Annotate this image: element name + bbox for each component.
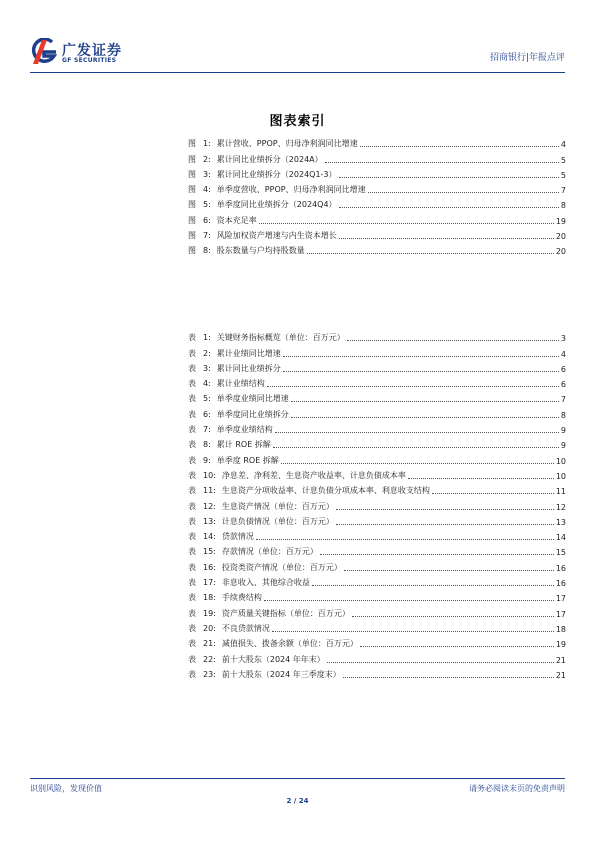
entry-label bbox=[188, 562, 342, 573]
entry-title: 累计业绩同比增速 bbox=[216, 348, 281, 358]
entry-page-number: 11 bbox=[555, 487, 566, 497]
table-index-entry[interactable] bbox=[188, 328, 566, 343]
table-index-entry[interactable] bbox=[188, 481, 566, 496]
entry-prefix: 图 bbox=[188, 231, 196, 241]
figure-index-list bbox=[188, 134, 566, 256]
entry-prefix: 图 bbox=[188, 169, 196, 179]
dot-leader bbox=[283, 355, 559, 357]
entry-prefix: 表 bbox=[188, 593, 196, 603]
entry-title: 减值损失、拨备余额（单位：百万元） bbox=[221, 639, 358, 649]
entry-title: 存款情况（单位：百万元） bbox=[221, 547, 318, 557]
entry-page-number: 19 bbox=[555, 216, 566, 226]
entry-page-number: 20 bbox=[555, 247, 566, 257]
dot-leader bbox=[368, 191, 559, 193]
entry-number: 8: bbox=[203, 246, 211, 256]
entry-label bbox=[188, 638, 358, 649]
entry-page-number: 15 bbox=[555, 548, 566, 558]
dot-leader bbox=[283, 370, 559, 372]
entry-number: 7: bbox=[203, 231, 211, 241]
entry-number: 2: bbox=[203, 348, 211, 358]
entry-label bbox=[188, 215, 257, 226]
table-index-entry[interactable] bbox=[188, 542, 566, 557]
entry-page-number: 5 bbox=[560, 170, 566, 180]
entry-prefix: 表 bbox=[188, 639, 196, 649]
entry-title: 生息资产分项收益率、计息负债分项成本率、利息收支结构 bbox=[221, 486, 430, 496]
table-index-entry[interactable] bbox=[188, 603, 566, 618]
entry-number: 21: bbox=[203, 639, 216, 649]
entry-prefix: 表 bbox=[188, 470, 196, 480]
entry-page-number: 19 bbox=[555, 640, 566, 650]
entry-page-number: 9 bbox=[560, 426, 566, 436]
entry-page-number: 20 bbox=[555, 232, 566, 242]
entry-label bbox=[188, 154, 323, 165]
dot-leader bbox=[339, 206, 559, 208]
footer-disclaimer: 请务必阅读末页的免责声明 bbox=[469, 784, 565, 793]
entry-label bbox=[188, 138, 358, 149]
dot-leader bbox=[408, 477, 554, 479]
entry-label bbox=[188, 378, 265, 389]
entry-prefix: 表 bbox=[188, 608, 196, 618]
entry-number: 5: bbox=[203, 200, 211, 210]
entry-page-number: 8 bbox=[560, 201, 566, 211]
entry-title: 前十大股东（2024 年年末） bbox=[221, 654, 325, 664]
entry-prefix: 表 bbox=[188, 379, 196, 389]
dot-leader bbox=[264, 599, 554, 601]
table-index-entry[interactable] bbox=[188, 588, 566, 603]
entry-title: 累计同比业绩拆分（2024A） bbox=[216, 154, 323, 164]
dot-leader bbox=[343, 676, 554, 678]
table-index-entry[interactable] bbox=[188, 527, 566, 542]
entry-page-number: 6 bbox=[560, 364, 566, 374]
table-index-entry[interactable] bbox=[188, 359, 566, 374]
entry-page-number: 6 bbox=[560, 380, 566, 390]
entry-page-number: 10 bbox=[555, 456, 566, 466]
entry-page-number: 17 bbox=[555, 594, 566, 604]
dot-leader bbox=[327, 661, 554, 663]
report-type-label: 招商银行|年报点评 bbox=[489, 53, 565, 63]
entry-number: 6: bbox=[203, 409, 211, 419]
entry-page-number: 12 bbox=[555, 502, 566, 512]
dot-leader bbox=[336, 523, 554, 525]
dot-leader bbox=[275, 431, 559, 433]
entry-prefix: 表 bbox=[188, 486, 196, 496]
entry-label bbox=[188, 516, 334, 527]
entry-title: 累计同比业绩拆分（2024Q1-3） bbox=[216, 169, 337, 179]
entry-number: 5: bbox=[203, 394, 211, 404]
entry-number: 10: bbox=[203, 470, 216, 480]
dot-leader bbox=[259, 222, 554, 224]
dot-leader bbox=[281, 462, 554, 464]
entry-page-number: 9 bbox=[560, 441, 566, 451]
entry-title: 单季度 ROE 拆解 bbox=[216, 455, 279, 465]
entry-title: 贷款情况 bbox=[221, 532, 254, 542]
figure-index-entry[interactable] bbox=[188, 226, 566, 241]
entry-label bbox=[188, 623, 270, 634]
entry-label bbox=[188, 501, 334, 512]
table-index-entry[interactable] bbox=[188, 435, 566, 450]
entry-label bbox=[188, 169, 337, 180]
dot-leader bbox=[312, 584, 554, 586]
page-number: 2 / 24 bbox=[286, 797, 309, 805]
dot-leader bbox=[272, 630, 554, 632]
table-index-entry[interactable] bbox=[188, 557, 566, 572]
entry-number: 12: bbox=[203, 501, 216, 511]
header-divider bbox=[30, 72, 565, 73]
entry-prefix: 表 bbox=[188, 425, 196, 435]
entry-title: 单季度业绩结构 bbox=[216, 425, 273, 435]
dot-leader bbox=[360, 145, 559, 147]
entry-prefix: 表 bbox=[188, 455, 196, 465]
footer-divider bbox=[30, 778, 565, 779]
dot-leader bbox=[352, 615, 554, 617]
entry-title: 单季度同比业绩拆分 bbox=[216, 409, 289, 419]
entry-number: 22: bbox=[203, 654, 216, 664]
entry-page-number: 8 bbox=[560, 410, 566, 420]
entry-title: 不良贷款情况 bbox=[221, 623, 270, 633]
entry-number: 3: bbox=[203, 169, 211, 179]
table-index-entry[interactable] bbox=[188, 619, 566, 634]
entry-prefix: 表 bbox=[188, 333, 196, 343]
entry-label bbox=[188, 409, 289, 420]
entry-prefix: 表 bbox=[188, 363, 196, 373]
figure-index-entry[interactable] bbox=[188, 134, 566, 149]
entry-title: 累计业绩结构 bbox=[216, 379, 265, 389]
entry-number: 9: bbox=[203, 455, 211, 465]
entry-label bbox=[188, 424, 273, 435]
entry-prefix: 图 bbox=[188, 139, 196, 149]
dot-leader bbox=[256, 538, 554, 540]
entry-page-number: 10 bbox=[555, 471, 566, 481]
entry-title: 手续费结构 bbox=[221, 593, 262, 603]
entry-title: 投资类资产情况（单位：百万元） bbox=[221, 562, 342, 572]
entry-prefix: 表 bbox=[188, 532, 196, 542]
entry-number: 1: bbox=[203, 139, 211, 149]
entry-number: 7: bbox=[203, 425, 211, 435]
entry-label bbox=[188, 577, 310, 588]
dot-leader bbox=[432, 492, 554, 494]
entry-label bbox=[188, 348, 281, 359]
entry-label bbox=[188, 393, 289, 404]
entry-label bbox=[188, 184, 366, 195]
entry-page-number: 18 bbox=[555, 624, 566, 634]
entry-label bbox=[188, 199, 337, 210]
entry-number: 4: bbox=[203, 185, 211, 195]
dot-leader bbox=[360, 645, 554, 647]
entry-label bbox=[188, 592, 262, 603]
dot-leader bbox=[344, 569, 554, 571]
entry-prefix: 图 bbox=[188, 154, 196, 164]
entry-prefix: 表 bbox=[188, 440, 196, 450]
page-title: 图表索引 bbox=[269, 114, 326, 129]
dot-leader bbox=[339, 176, 559, 178]
dot-leader bbox=[320, 553, 554, 555]
entry-prefix: 表 bbox=[188, 669, 196, 679]
footer-slogan: 识别风险，发现价值 bbox=[30, 784, 102, 793]
page-header bbox=[30, 38, 565, 72]
entry-page-number: 13 bbox=[555, 517, 566, 527]
entry-label bbox=[188, 455, 279, 466]
entry-title: 累计营收、PPOP、归母净利润同比增速 bbox=[216, 139, 358, 149]
entry-number: 15: bbox=[203, 547, 216, 557]
entry-prefix: 表 bbox=[188, 501, 196, 511]
entry-title: 前十大股东（2024 年三季度末） bbox=[221, 669, 341, 679]
entry-number: 23: bbox=[203, 669, 216, 679]
entry-number: 17: bbox=[203, 578, 216, 588]
entry-number: 18: bbox=[203, 593, 216, 603]
figure-index-entry[interactable] bbox=[188, 149, 566, 164]
entry-page-number: 14 bbox=[555, 533, 566, 543]
entry-title: 单季度营收、PPOP、归母净利润同比增速 bbox=[216, 185, 366, 195]
entry-page-number: 4 bbox=[560, 349, 566, 359]
entry-prefix: 表 bbox=[188, 654, 196, 664]
entry-prefix: 图 bbox=[188, 185, 196, 195]
entry-prefix: 表 bbox=[188, 547, 196, 557]
entry-page-number: 5 bbox=[560, 155, 566, 165]
entry-label bbox=[188, 669, 341, 680]
dot-leader bbox=[339, 237, 554, 239]
entry-page-number: 16 bbox=[555, 579, 566, 589]
entry-number: 4: bbox=[203, 379, 211, 389]
entry-prefix: 表 bbox=[188, 516, 196, 526]
entry-prefix: 图 bbox=[188, 215, 196, 225]
entry-number: 20: bbox=[203, 623, 216, 633]
table-index-entry[interactable] bbox=[188, 420, 566, 435]
dot-leader bbox=[273, 446, 559, 448]
entry-label bbox=[188, 230, 337, 241]
figure-index-entry[interactable] bbox=[188, 195, 566, 210]
table-index-entry[interactable] bbox=[188, 404, 566, 419]
entry-number: 3: bbox=[203, 363, 211, 373]
dot-leader bbox=[307, 252, 554, 254]
entry-number: 8: bbox=[203, 440, 211, 450]
entry-prefix: 图 bbox=[188, 200, 196, 210]
entry-title: 生息资产情况（单位：百万元） bbox=[221, 501, 334, 511]
entry-number: 13: bbox=[203, 516, 216, 526]
entry-page-number: 7 bbox=[560, 186, 566, 196]
table-index-entry[interactable] bbox=[188, 512, 566, 527]
entry-prefix: 表 bbox=[188, 409, 196, 419]
entry-page-number: 16 bbox=[555, 563, 566, 573]
entry-page-number: 21 bbox=[555, 655, 566, 665]
company-logo bbox=[30, 38, 170, 68]
figure-index-entry[interactable] bbox=[188, 165, 566, 180]
entry-number: 16: bbox=[203, 562, 216, 572]
table-index-entry[interactable] bbox=[188, 389, 566, 404]
entry-label bbox=[188, 546, 318, 557]
dot-leader bbox=[291, 400, 559, 402]
table-index-list bbox=[188, 328, 566, 680]
logo-chinese-name: 广发证券 bbox=[62, 43, 122, 59]
figure-index-entry[interactable] bbox=[188, 241, 566, 256]
entry-prefix: 表 bbox=[188, 394, 196, 404]
entry-number: 11: bbox=[203, 486, 216, 496]
entry-title: 风险加权资产增速与内生资本增长 bbox=[216, 231, 337, 241]
entry-label bbox=[188, 245, 305, 256]
table-index-entry[interactable] bbox=[188, 450, 566, 465]
entry-prefix: 表 bbox=[188, 348, 196, 358]
table-index-entry[interactable] bbox=[188, 649, 566, 664]
dot-leader bbox=[267, 385, 559, 387]
entry-label bbox=[188, 439, 271, 450]
entry-label bbox=[188, 654, 325, 665]
entry-title: 净息差、净利差、生息资产收益率、计息负债成本率 bbox=[221, 470, 406, 480]
entry-label bbox=[188, 470, 406, 481]
table-index-entry[interactable] bbox=[188, 343, 566, 358]
entry-prefix: 表 bbox=[188, 578, 196, 588]
figure-index-entry[interactable] bbox=[188, 210, 566, 225]
table-index-entry[interactable] bbox=[188, 573, 566, 588]
entry-title: 关键财务指标概览（单位：百万元） bbox=[216, 333, 345, 343]
dot-leader bbox=[347, 339, 559, 341]
entry-label bbox=[188, 531, 254, 542]
entry-label bbox=[188, 485, 430, 496]
dot-leader bbox=[325, 161, 559, 163]
entry-label bbox=[188, 608, 350, 619]
gf-logo-icon bbox=[30, 38, 58, 66]
entry-page-number: 7 bbox=[560, 395, 566, 405]
entry-title: 非息收入、其他综合收益 bbox=[221, 578, 310, 588]
entry-title: 累计 ROE 拆解 bbox=[216, 440, 271, 450]
entry-title: 累计同比业绩拆分 bbox=[216, 363, 281, 373]
table-index-entry[interactable] bbox=[188, 496, 566, 511]
table-index-entry[interactable] bbox=[188, 466, 566, 481]
entry-page-number: 3 bbox=[560, 334, 566, 344]
table-index-entry[interactable] bbox=[188, 665, 566, 680]
entry-prefix: 图 bbox=[188, 246, 196, 256]
entry-title: 单季度业绩同比增速 bbox=[216, 394, 289, 404]
dot-leader bbox=[291, 416, 559, 418]
entry-number: 1: bbox=[203, 333, 211, 343]
entry-page-number: 17 bbox=[555, 609, 566, 619]
entry-number: 2: bbox=[203, 154, 211, 164]
entry-label bbox=[188, 363, 281, 374]
entry-prefix: 表 bbox=[188, 562, 196, 572]
logo-english-name: GF SECURITIES bbox=[62, 57, 117, 64]
table-index-entry[interactable] bbox=[188, 374, 566, 389]
entry-number: 6: bbox=[203, 215, 211, 225]
entry-number: 14: bbox=[203, 532, 216, 542]
entry-title: 资产质量关键指标（单位：百万元） bbox=[221, 608, 350, 618]
entry-page-number: 4 bbox=[560, 140, 566, 150]
figure-index-entry[interactable] bbox=[188, 180, 566, 195]
dot-leader bbox=[336, 508, 554, 510]
entry-page-number: 21 bbox=[555, 670, 566, 680]
entry-title: 资本充足率 bbox=[216, 215, 257, 225]
entry-label bbox=[188, 332, 345, 343]
table-index-entry[interactable] bbox=[188, 634, 566, 649]
entry-title: 单季度同比业绩拆分（2024Q4） bbox=[216, 200, 337, 210]
entry-prefix: 表 bbox=[188, 623, 196, 633]
entry-number: 19: bbox=[203, 608, 216, 618]
entry-title: 股东数量与户均持股数量 bbox=[216, 246, 305, 256]
entry-title: 计息负债情况（单位：百万元） bbox=[221, 516, 334, 526]
